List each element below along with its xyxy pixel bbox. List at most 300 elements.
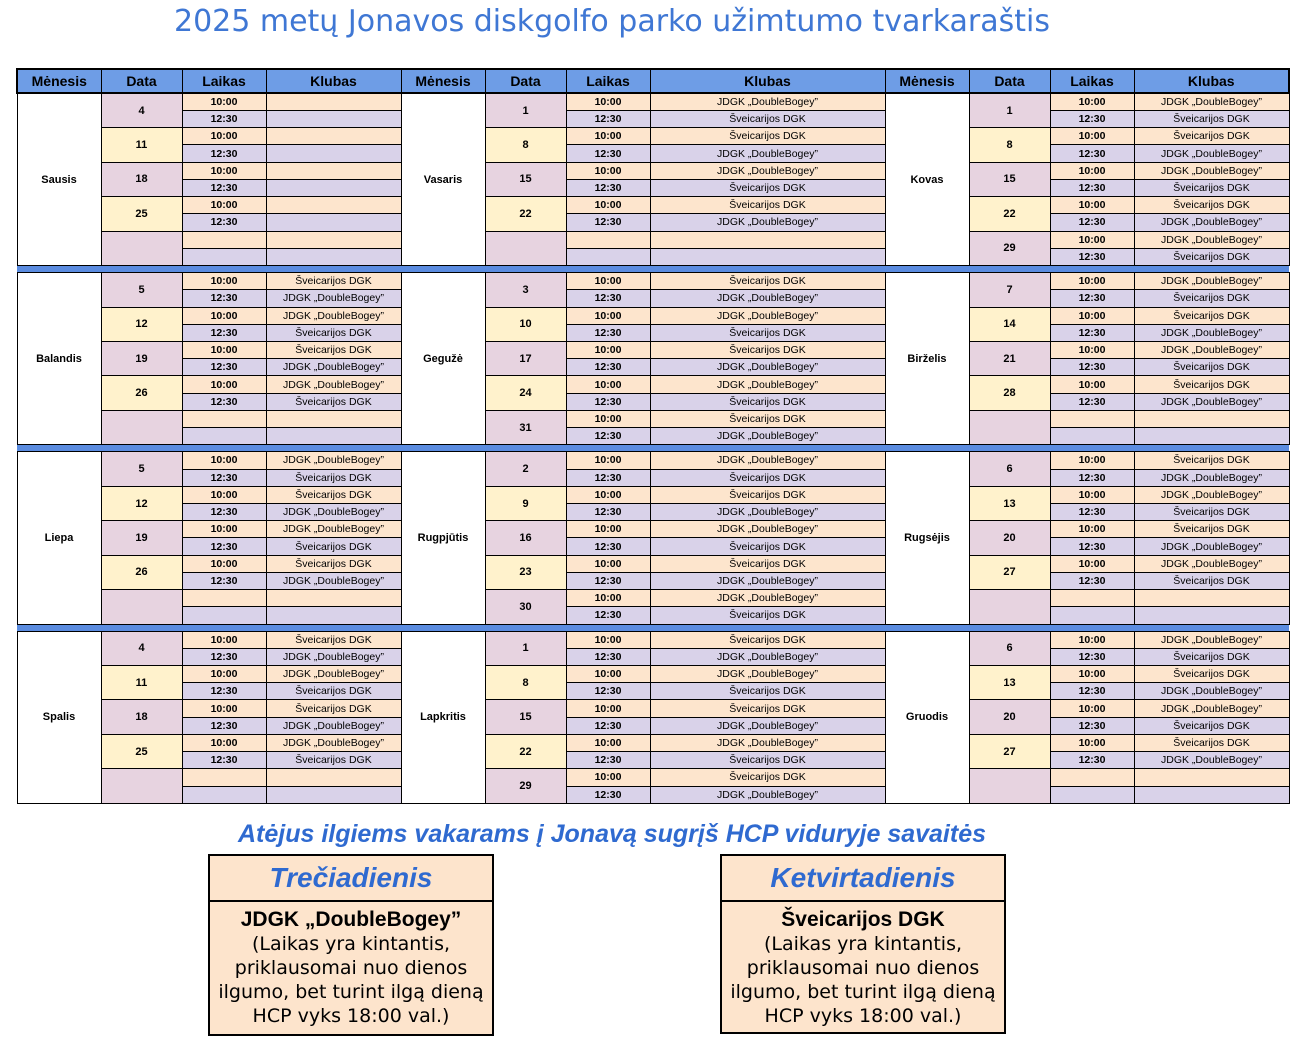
date-cell: 24 xyxy=(485,376,566,410)
time-cell: 10:00 xyxy=(1050,486,1134,503)
table-row xyxy=(17,359,1289,376)
thursday-box xyxy=(720,854,1006,1034)
club-cell: Šveicarijos DGK xyxy=(1134,128,1289,145)
time-cell: 12:30 xyxy=(182,393,266,410)
date-cell xyxy=(969,769,1050,804)
time-cell: 10:00 xyxy=(1050,93,1134,110)
club-cell: JDGK „DoubleBogey” xyxy=(266,290,401,307)
club-cell: JDGK „DoubleBogey” xyxy=(266,521,401,538)
date-cell: 26 xyxy=(101,376,182,410)
club-cell: JDGK „DoubleBogey” xyxy=(650,572,885,589)
club-cell: JDGK „DoubleBogey” xyxy=(650,717,885,734)
club-cell xyxy=(266,769,401,786)
time-cell xyxy=(182,590,266,607)
time-cell: 12:30 xyxy=(182,752,266,769)
club-cell: Šveicarijos DGK xyxy=(650,273,885,290)
date-cell: 12 xyxy=(101,307,182,341)
time-cell: 10:00 xyxy=(566,555,650,572)
date-cell xyxy=(101,231,182,265)
date-cell: 14 xyxy=(969,307,1050,341)
time-cell: 12:30 xyxy=(1050,111,1134,128)
club-cell xyxy=(266,93,401,110)
header-time: Laikas xyxy=(1050,69,1134,93)
table-row xyxy=(17,393,1289,410)
time-cell: 12:30 xyxy=(1050,248,1134,265)
table-row xyxy=(17,290,1289,307)
time-cell: 12:30 xyxy=(566,648,650,665)
table-row xyxy=(17,538,1289,555)
date-cell: 15 xyxy=(485,162,566,196)
date-cell: 22 xyxy=(485,734,566,768)
club-cell: JDGK „DoubleBogey” xyxy=(650,307,885,324)
club-cell: Šveicarijos DGK xyxy=(650,410,885,427)
table-row xyxy=(17,786,1289,803)
time-cell: 10:00 xyxy=(566,734,650,751)
club-cell: Šveicarijos DGK xyxy=(650,179,885,196)
club-cell: Šveicarijos DGK xyxy=(1134,572,1289,589)
table-row xyxy=(17,452,1289,469)
table-row xyxy=(17,376,1289,393)
club-cell xyxy=(266,162,401,179)
club-cell: Šveicarijos DGK xyxy=(650,486,885,503)
club-cell: Šveicarijos DGK xyxy=(650,700,885,717)
time-cell: 12:30 xyxy=(1050,179,1134,196)
header-time: Laikas xyxy=(182,69,266,93)
club-cell: Šveicarijos DGK xyxy=(266,700,401,717)
date-cell: 15 xyxy=(969,162,1050,196)
date-cell: 12 xyxy=(101,486,182,520)
time-cell: 10:00 xyxy=(1050,128,1134,145)
club-cell: JDGK „DoubleBogey” xyxy=(650,93,885,110)
club-cell: Šveicarijos DGK xyxy=(1134,359,1289,376)
time-cell: 10:00 xyxy=(182,376,266,393)
time-cell: 10:00 xyxy=(1050,555,1134,572)
club-cell: Šveicarijos DGK xyxy=(1134,248,1289,265)
time-cell: 10:00 xyxy=(1050,734,1134,751)
time-cell xyxy=(1050,786,1134,803)
table-row xyxy=(17,214,1289,231)
table-row xyxy=(17,700,1289,717)
separator-bar xyxy=(17,266,1289,273)
table-row xyxy=(17,504,1289,521)
club-cell: JDGK „DoubleBogey” xyxy=(1134,469,1289,486)
time-cell: 10:00 xyxy=(182,631,266,648)
header-date: Data xyxy=(969,69,1050,93)
club-cell: JDGK „DoubleBogey” xyxy=(650,376,885,393)
time-cell: 12:30 xyxy=(566,607,650,624)
time-cell: 10:00 xyxy=(1050,197,1134,214)
time-cell xyxy=(182,786,266,803)
date-cell: 11 xyxy=(101,666,182,700)
club-cell: Šveicarijos DGK xyxy=(650,197,885,214)
header-club: Klubas xyxy=(266,69,401,93)
date-cell: 10 xyxy=(485,307,566,341)
header-date: Data xyxy=(101,69,182,93)
time-cell: 10:00 xyxy=(566,700,650,717)
month-cell: Gruodis xyxy=(885,631,969,803)
time-cell: 10:00 xyxy=(1050,162,1134,179)
date-cell: 15 xyxy=(485,700,566,734)
time-cell xyxy=(182,410,266,427)
club-cell: Šveicarijos DGK xyxy=(650,683,885,700)
date-cell: 23 xyxy=(485,555,566,589)
date-cell: 25 xyxy=(101,197,182,231)
time-cell: 12:30 xyxy=(566,572,650,589)
club-cell: Šveicarijos DGK xyxy=(1134,179,1289,196)
club-cell: JDGK „DoubleBogey” xyxy=(1134,631,1289,648)
time-cell: 10:00 xyxy=(182,273,266,290)
date-cell: 20 xyxy=(969,700,1050,734)
club-cell: JDGK „DoubleBogey” xyxy=(650,145,885,162)
separator-bar xyxy=(17,445,1289,452)
time-cell xyxy=(182,248,266,265)
date-cell: 19 xyxy=(101,521,182,555)
time-cell: 12:30 xyxy=(182,179,266,196)
time-cell: 12:30 xyxy=(182,683,266,700)
time-cell: 10:00 xyxy=(1050,631,1134,648)
club-cell: JDGK „DoubleBogey” xyxy=(650,214,885,231)
table-row xyxy=(17,162,1289,179)
time-cell: 12:30 xyxy=(566,359,650,376)
time-cell: 12:30 xyxy=(182,214,266,231)
time-cell xyxy=(1050,590,1134,607)
date-cell xyxy=(101,410,182,444)
time-cell: 12:30 xyxy=(566,179,650,196)
club-cell: JDGK „DoubleBogey” xyxy=(650,162,885,179)
date-cell: 8 xyxy=(485,128,566,162)
club-cell: JDGK „DoubleBogey” xyxy=(1134,162,1289,179)
time-cell: 10:00 xyxy=(182,555,266,572)
date-cell: 18 xyxy=(101,700,182,734)
time-cell: 12:30 xyxy=(1050,504,1134,521)
table-row xyxy=(17,410,1289,427)
club-cell: Šveicarijos DGK xyxy=(650,469,885,486)
table-row xyxy=(17,555,1289,572)
table-row xyxy=(17,469,1289,486)
time-cell: 10:00 xyxy=(566,769,650,786)
wednesday-club: JDGK „DoubleBogey” xyxy=(240,908,462,931)
wednesday-box xyxy=(208,854,494,1036)
time-cell: 10:00 xyxy=(182,700,266,717)
time-cell: 12:30 xyxy=(182,290,266,307)
club-cell: Šveicarijos DGK xyxy=(266,486,401,503)
time-cell: 12:30 xyxy=(182,717,266,734)
table-row xyxy=(17,428,1289,445)
date-cell: 2 xyxy=(485,452,566,486)
club-cell xyxy=(266,428,401,445)
month-cell: Sausis xyxy=(17,93,101,265)
club-cell: Šveicarijos DGK xyxy=(650,341,885,358)
time-cell xyxy=(1050,607,1134,624)
club-cell: JDGK „DoubleBogey” xyxy=(1134,93,1289,110)
time-cell: 12:30 xyxy=(566,214,650,231)
month-cell: Kovas xyxy=(885,93,969,265)
table-row xyxy=(17,145,1289,162)
club-cell: Šveicarijos DGK xyxy=(266,273,401,290)
table-row xyxy=(17,769,1289,786)
time-cell xyxy=(182,428,266,445)
club-cell: JDGK „DoubleBogey” xyxy=(650,590,885,607)
club-cell: JDGK „DoubleBogey” xyxy=(266,452,401,469)
table-row xyxy=(17,666,1289,683)
club-cell xyxy=(266,607,401,624)
date-cell: 27 xyxy=(969,555,1050,589)
club-cell: JDGK „DoubleBogey” xyxy=(1134,341,1289,358)
club-cell: Šveicarijos DGK xyxy=(650,769,885,786)
club-cell: Šveicarijos DGK xyxy=(650,128,885,145)
club-cell: Šveicarijos DGK xyxy=(266,538,401,555)
date-cell: 21 xyxy=(969,341,1050,375)
time-cell: 10:00 xyxy=(1050,521,1134,538)
time-cell xyxy=(1050,769,1134,786)
date-cell: 11 xyxy=(101,128,182,162)
club-cell: JDGK „DoubleBogey” xyxy=(266,504,401,521)
club-cell: JDGK „DoubleBogey” xyxy=(1134,752,1289,769)
time-cell: 12:30 xyxy=(1050,752,1134,769)
time-cell: 12:30 xyxy=(182,504,266,521)
club-cell: Šveicarijos DGK xyxy=(266,341,401,358)
table-row xyxy=(17,717,1289,734)
date-cell: 19 xyxy=(101,341,182,375)
date-cell: 8 xyxy=(485,666,566,700)
header-time: Laikas xyxy=(566,69,650,93)
club-cell: JDGK „DoubleBogey” xyxy=(1134,683,1289,700)
time-cell: 12:30 xyxy=(566,683,650,700)
time-cell: 10:00 xyxy=(1050,273,1134,290)
time-cell: 12:30 xyxy=(566,752,650,769)
club-cell xyxy=(1134,786,1289,803)
club-cell: Šveicarijos DGK xyxy=(650,607,885,624)
date-cell: 18 xyxy=(101,162,182,196)
wednesday-note: (Laikas yra kintantis, priklausomai nuo dienos ilgumo, bet turint ilgą dieną HCP vyks 18:00 val.) xyxy=(218,933,484,1027)
club-cell: JDGK „DoubleBogey” xyxy=(1134,486,1289,503)
month-cell: Vasaris xyxy=(401,93,485,265)
thursday-club: Šveicarijos DGK xyxy=(781,908,945,931)
header-club: Klubas xyxy=(650,69,885,93)
month-cell: Lapkritis xyxy=(401,631,485,803)
club-cell: Šveicarijos DGK xyxy=(650,393,885,410)
time-cell: 10:00 xyxy=(182,162,266,179)
table-row xyxy=(17,93,1289,110)
time-cell: 12:30 xyxy=(1050,290,1134,307)
time-cell xyxy=(566,231,650,248)
month-cell: Birželis xyxy=(885,273,969,445)
table-row xyxy=(17,341,1289,358)
time-cell: 12:30 xyxy=(566,111,650,128)
club-cell: JDGK „DoubleBogey” xyxy=(650,786,885,803)
time-cell: 12:30 xyxy=(1050,648,1134,665)
time-cell: 10:00 xyxy=(566,93,650,110)
time-cell: 12:30 xyxy=(1050,683,1134,700)
time-cell xyxy=(1050,410,1134,427)
date-cell: 4 xyxy=(101,93,182,127)
table-row xyxy=(17,648,1289,665)
date-cell: 4 xyxy=(101,631,182,665)
club-cell: Šveicarijos DGK xyxy=(266,393,401,410)
time-cell: 12:30 xyxy=(1050,145,1134,162)
time-cell: 12:30 xyxy=(1050,538,1134,555)
club-cell: JDGK „DoubleBogey” xyxy=(650,734,885,751)
date-cell: 13 xyxy=(969,486,1050,520)
time-cell: 10:00 xyxy=(182,128,266,145)
time-cell: 12:30 xyxy=(1050,359,1134,376)
time-cell: 10:00 xyxy=(566,197,650,214)
separator-bar xyxy=(17,624,1289,631)
club-cell: Šveicarijos DGK xyxy=(1134,734,1289,751)
date-cell: 20 xyxy=(969,521,1050,555)
date-cell: 27 xyxy=(969,734,1050,768)
date-cell: 17 xyxy=(485,341,566,375)
table-row xyxy=(17,324,1289,341)
time-cell: 12:30 xyxy=(182,359,266,376)
club-cell xyxy=(266,111,401,128)
time-cell: 10:00 xyxy=(566,590,650,607)
date-cell: 1 xyxy=(969,93,1050,127)
club-cell: Šveicarijos DGK xyxy=(650,555,885,572)
club-cell: Šveicarijos DGK xyxy=(650,752,885,769)
club-cell: Šveicarijos DGK xyxy=(1134,290,1289,307)
club-cell: JDGK „DoubleBogey” xyxy=(266,376,401,393)
date-cell xyxy=(101,590,182,624)
date-cell: 25 xyxy=(101,734,182,768)
club-cell xyxy=(650,231,885,248)
club-cell: Šveicarijos DGK xyxy=(1134,666,1289,683)
time-cell: 10:00 xyxy=(1050,231,1134,248)
header-month: Mėnesis xyxy=(401,69,485,93)
club-cell: Šveicarijos DGK xyxy=(1134,111,1289,128)
quarter-separator xyxy=(17,266,1289,273)
club-cell: JDGK „DoubleBogey” xyxy=(1134,324,1289,341)
club-cell: JDGK „DoubleBogey” xyxy=(266,572,401,589)
club-cell: Šveicarijos DGK xyxy=(266,683,401,700)
club-cell: Šveicarijos DGK xyxy=(266,631,401,648)
club-cell xyxy=(266,231,401,248)
page-title: 2025 metų Jonavos diskgolfo parko užimtumo tvarkaraštis xyxy=(173,4,1051,39)
time-cell: 12:30 xyxy=(566,393,650,410)
club-cell: JDGK „DoubleBogey” xyxy=(1134,273,1289,290)
club-cell: JDGK „DoubleBogey” xyxy=(650,521,885,538)
date-cell: 5 xyxy=(101,273,182,307)
time-cell: 12:30 xyxy=(566,469,650,486)
date-cell: 1 xyxy=(485,93,566,127)
time-cell: 12:30 xyxy=(566,290,650,307)
date-cell xyxy=(485,231,566,265)
time-cell: 12:30 xyxy=(1050,214,1134,231)
club-cell: JDGK „DoubleBogey” xyxy=(650,504,885,521)
thursday-note: (Laikas yra kintantis, priklausomai nuo dienos ilgumo, bet turint ilgą dieną HCP vyks 18:00 val.) xyxy=(730,933,996,1027)
header-date: Data xyxy=(485,69,566,93)
club-cell: Šveicarijos DGK xyxy=(266,752,401,769)
club-cell: Šveicarijos DGK xyxy=(1134,376,1289,393)
club-cell: JDGK „DoubleBogey” xyxy=(650,359,885,376)
time-cell: 10:00 xyxy=(566,486,650,503)
table-row xyxy=(17,752,1289,769)
club-cell xyxy=(1134,607,1289,624)
month-cell: Balandis xyxy=(17,273,101,445)
thursday-day: Ketvirtadienis xyxy=(722,856,1004,902)
date-cell: 7 xyxy=(969,273,1050,307)
date-cell xyxy=(969,590,1050,624)
header-month: Mėnesis xyxy=(885,69,969,93)
club-cell xyxy=(1134,590,1289,607)
header-month: Mėnesis xyxy=(17,69,101,93)
club-cell xyxy=(1134,410,1289,427)
club-cell xyxy=(266,197,401,214)
date-cell: 29 xyxy=(485,769,566,804)
time-cell: 10:00 xyxy=(182,93,266,110)
date-cell: 9 xyxy=(485,486,566,520)
time-cell: 12:30 xyxy=(566,717,650,734)
time-cell xyxy=(566,248,650,265)
time-cell: 12:30 xyxy=(566,428,650,445)
club-cell xyxy=(266,786,401,803)
club-cell: Šveicarijos DGK xyxy=(650,631,885,648)
time-cell: 10:00 xyxy=(566,521,650,538)
time-cell: 10:00 xyxy=(566,162,650,179)
time-cell: 10:00 xyxy=(1050,666,1134,683)
date-cell: 22 xyxy=(969,197,1050,231)
club-cell: JDGK „DoubleBogey” xyxy=(266,359,401,376)
club-cell: Šveicarijos DGK xyxy=(266,555,401,572)
club-cell xyxy=(266,145,401,162)
club-cell: JDGK „DoubleBogey” xyxy=(650,290,885,307)
time-cell: 10:00 xyxy=(182,197,266,214)
table-row xyxy=(17,231,1289,248)
club-cell xyxy=(266,410,401,427)
table-row xyxy=(17,128,1289,145)
time-cell: 12:30 xyxy=(182,145,266,162)
club-cell: Šveicarijos DGK xyxy=(1134,307,1289,324)
club-cell: Šveicarijos DGK xyxy=(1134,648,1289,665)
time-cell: 10:00 xyxy=(182,307,266,324)
time-cell: 10:00 xyxy=(1050,307,1134,324)
club-cell: JDGK „DoubleBogey” xyxy=(650,666,885,683)
club-cell: JDGK „DoubleBogey” xyxy=(266,666,401,683)
time-cell: 10:00 xyxy=(182,521,266,538)
table-row xyxy=(17,486,1289,503)
time-cell: 12:30 xyxy=(1050,469,1134,486)
date-cell: 16 xyxy=(485,521,566,555)
subtitle: Atėjus ilgiems vakarams į Jonavą sugrįš HCP viduryje savaitės xyxy=(237,820,987,848)
time-cell: 10:00 xyxy=(182,341,266,358)
time-cell: 10:00 xyxy=(1050,452,1134,469)
time-cell: 10:00 xyxy=(566,128,650,145)
time-cell: 10:00 xyxy=(566,273,650,290)
club-cell: Šveicarijos DGK xyxy=(266,469,401,486)
time-cell: 12:30 xyxy=(566,786,650,803)
club-cell: JDGK „DoubleBogey” xyxy=(266,717,401,734)
date-cell: 26 xyxy=(101,555,182,589)
time-cell: 10:00 xyxy=(182,486,266,503)
club-cell xyxy=(1134,769,1289,786)
time-cell xyxy=(182,607,266,624)
time-cell: 10:00 xyxy=(182,452,266,469)
time-cell: 12:30 xyxy=(1050,324,1134,341)
date-cell: 29 xyxy=(969,231,1050,265)
club-cell xyxy=(266,248,401,265)
table-row xyxy=(17,631,1289,648)
club-cell: Šveicarijos DGK xyxy=(1134,197,1289,214)
table-row xyxy=(17,734,1289,751)
club-cell: JDGK „DoubleBogey” xyxy=(266,307,401,324)
club-cell: JDGK „DoubleBogey” xyxy=(1134,393,1289,410)
club-cell: JDGK „DoubleBogey” xyxy=(1134,145,1289,162)
time-cell: 12:30 xyxy=(182,648,266,665)
time-cell: 12:30 xyxy=(566,538,650,555)
date-cell: 30 xyxy=(485,590,566,624)
club-cell: JDGK „DoubleBogey” xyxy=(650,452,885,469)
schedule-table xyxy=(16,68,1262,804)
